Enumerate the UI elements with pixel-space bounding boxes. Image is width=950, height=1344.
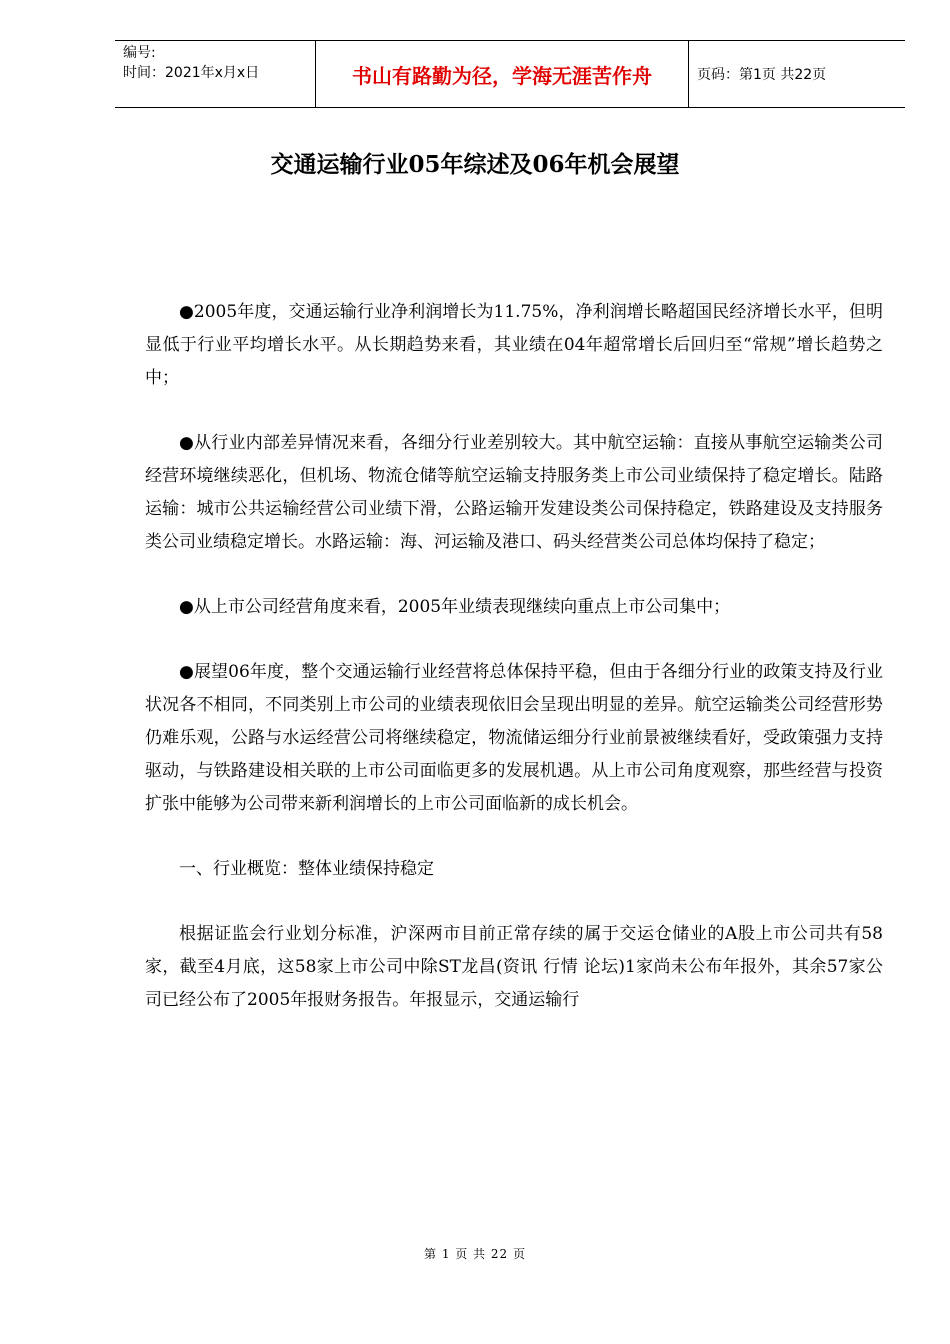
motto: 书山有路勤为径，学海无涯苦作舟	[352, 63, 652, 88]
page-info: 页码：第1页 共22页	[697, 67, 827, 83]
header-meta-cell	[115, 41, 316, 107]
paragraph-5: 根据证监会行业划分标准，沪深两市目前正常存续的属于交运仓储业的A股上市公司共有58家，截至4月底，这58家上市公司中除ST龙昌(资讯 行情 论坛)1家尚未公布年报外，其余57家公司已经公布了2005年报财务报告。年报显示，交通运输行	[145, 924, 883, 1010]
paragraph-4: ●展望06年度，整个交通运输行业经营将总体保持平稳，但由于各细分行业的政策支持及行业状况各不相同，不同类别上市公司的业绩表现依旧会呈现出明显的差异。航空运输类公司经营形势仍难乐观，公路与水运经营公司将继续稳定，物流储运细分行业前景被继续看好，受政策强力支持驱动，与铁路建设相关联的上市公司面临更多的发展机遇。从上市公司角度观察，那些经营与投资扩张中能够为公司带来新利润增长的上市公司面临新的成长机会。	[145, 662, 883, 814]
motto-cell	[316, 41, 689, 107]
paragraph-3: ●从上市公司经营角度来看，2005年业绩表现继续向重点上市公司集中；	[179, 597, 731, 617]
number-label: 编号:	[123, 45, 156, 61]
page-info-cell	[689, 41, 905, 107]
header-table	[115, 40, 905, 108]
time-label: 时间：2021年x月x日	[123, 65, 260, 81]
paragraph-1: ●2005年度，交通运输行业净利润增长为11.75%，净利润增长略超国民经济增长水平，但明显低于行业平均增长水平。从长期趋势来看，其业绩在04年超常增长后回归至“常规”增长趋势之中；	[145, 302, 883, 388]
document-title: 交通运输行业05年综述及06年机会展望	[270, 151, 680, 178]
page-footer: 第 1 页 共 22 页	[424, 1247, 526, 1261]
section-heading-1: 一、行业概览：整体业绩保持稳定	[179, 859, 434, 879]
document-body	[145, 296, 883, 1017]
paragraph-2: ●从行业内部差异情况来看，各细分行业差别较大。其中航空运输：直接从事航空运输类公司经营环境继续恶化，但机场、物流仓储等航空运输支持服务类上市公司业绩保持了稳定增长。陆路运输：城市公共运输经营公司业绩下滑，公路运输开发建设类公司保持稳定，铁路建设及支持服务类公司业绩稳定增长。水路运输：海、河运输及港口、码头经营类公司总体均保持了稳定；	[145, 433, 883, 552]
